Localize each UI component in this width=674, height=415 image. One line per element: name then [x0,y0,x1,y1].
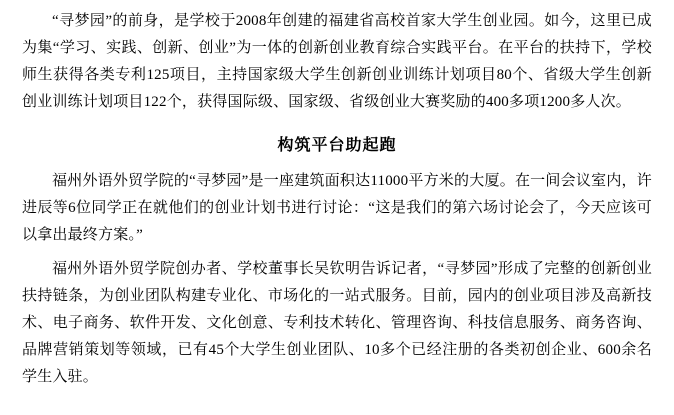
section-heading: 构筑平台助起跑 [277,137,397,154]
paragraph-origin: “寻梦园”的前身，是学校于2008年创建的福建省高校首家大学生创业园。如今，这里已成为集“学习、实践、创新、创业”为一体的创新创业教育综合实践平台。在平台的扶持下，学校师生获得各类专利125项目，主持国家级大学生创新创业训练计划项目80个、省级大学生创新创业训练计划项目122个，获得国际级、国家级、省级创业大赛奖励的400多项1200多人次。 [22,13,652,110]
paragraph-chain: 福州外语外贸学院创办者、学校董事长吴钦明告诉记者，“寻梦园”形成了完整的创新创业扶持链条，为创业团队构建专业化、市场化的一站式服务。目前，园内的创业项目涉及高新技术、电子商务、软件开发、文化创意、专利技术转化、管理咨询、科技信息服务、商务咨询、品牌营销策划等领域，已有45个大学生创业团队、10多个已经注册的各类初创企业、600余名学生入驻。 [22,261,652,385]
paragraph-building: 福州外语外贸学院的“寻梦园”是一座建筑面积达11000平方米的大厦。在一间会议室内，许进辰等6位同学正在就他们的创业计划书进行讨论：“这是我们的第六场讨论会了，今天应该可以拿出最终方案。” [22,173,652,243]
paragraph-spacer [22,119,652,123]
